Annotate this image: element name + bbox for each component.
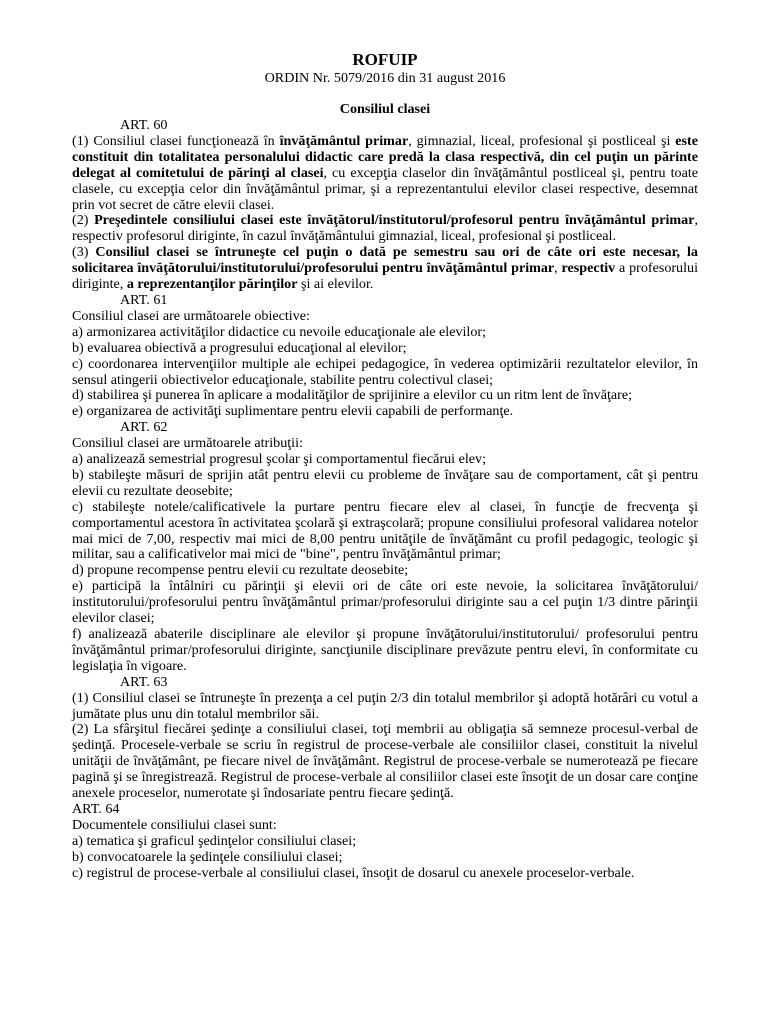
list-item: d) stabilirea şi punerea în aplicare a modalităţilor de sprijinire a elevilor cu un ritm lent de învăţare; — [72, 387, 633, 404]
list-item: c) coordonarea intervenţiilor multiple ale echipei pedagogice, în vederea optimizării rezultatelor elevilor, în sensul atingerii obiectivelor educaţionale, stabilite pentru colectivul clasei; — [72, 355, 698, 388]
art63-paragraph-1: (1) Consiliul clasei se întruneşte în prezenţa a cel puţin 2/3 din totalul membrilor şi adoptă hotărâri cu votul a jumătate plus unu din totalul membrilor săi. — [72, 689, 698, 722]
document-title: ROFUIP — [352, 50, 418, 69]
list-item: b) stabileşte măsuri de sprijin atât pentru elevii cu probleme de învăţare sau de comportament, cât şi pentru elevii cu rezultate deosebite; — [72, 466, 698, 499]
list-item: d) propune recompense pentru elevii cu rezultate deosebite; — [72, 562, 409, 579]
list-item: c) registrul de procese-verbale al consiliului clasei, însoţit de dosarul cu anexele proceselor-verbale. — [72, 864, 635, 881]
art63-heading: ART. 63 — [120, 673, 168, 690]
list-item: c) stabileşte notele/calificativele la purtare pentru fiecare elev al clasei, în funcţie de frecvenţa şi comportamentul acestora în activitatea şcolară şi extraşcolară; propune consiliului profesoral validarea notelor mai mici de 7,00, respectiv mai mici de 8,00 pentru unităţile de învăţământ cu profil pedagogic, teologic şi militar, sau a calificativelor mai mici de "bine", pentru învăţământul primar; — [72, 498, 698, 563]
document-subtitle: ORDIN Nr. 5079/2016 din 31 august 2016 — [264, 70, 506, 86]
document-page — [72, 50, 698, 882]
art63-paragraph-2: (2) La sfârşitul fiecărei şedinţe a consiliului clasei, toţi membrii au obligaţia să semneze procesul-verbal de şedinţă. Procesele-verbale se scriu în registrul de procese-verbale ale consiliilor clasei, constituit la nivelul unităţii de învăţământ, pe fiecare nivel de învăţământ. Registrul de procese-verbale se numerotează pe fiecare pagină şi se înregistrează. Registrul de procese-verbale al consiliilor clasei este însoţit de un dosar care conţine anexele proceselor, numerotate şi îndosariate pentru fiecare şedinţă. — [72, 721, 698, 802]
list-item: a) tematica şi graficul şedinţelor consiliului clasei; — [72, 832, 357, 849]
art60-heading: ART. 60 — [120, 117, 168, 133]
art64-intro: Documentele consiliului clasei sunt: — [72, 816, 277, 833]
list-item: e) organizarea de activităţi suplimentare pentru elevii capabili de performanţe. — [72, 403, 514, 420]
art62-intro: Consiliul clasei are următoarele atribuţii: — [72, 435, 303, 452]
section-title: Consiliul clasei — [339, 101, 431, 117]
list-item: a) analizează semestrial progresul şcolar şi comportamentul fiecărui elev; — [72, 451, 487, 468]
art60-paragraph-3: (3) Consiliul clasei se întruneşte cel puţin o dată pe semestru sau ori de câte ori este necesar, la solicitarea învăţătorului/institutorului/profesorului pentru învăţământul primar, respectiv a profesorului diriginte, a reprezentanţilor părinţilor şi ai elevilor. — [72, 244, 698, 293]
list-item: f) analizează abaterile disciplinare ale elevilor şi propune învăţătorului/institutorului/ profesorului pentru învăţământul primar/profesorului diriginte, sancţiunile disciplinare prevăzute pentru elevi, în conformitate cu legislaţia în vigoare. — [72, 626, 698, 674]
art62-heading: ART. 62 — [120, 419, 168, 436]
art64-heading: ART. 64 — [72, 800, 120, 817]
art61-heading: ART. 61 — [120, 291, 168, 308]
list-item: a) armonizarea activităţilor didactice cu nevoile educaţionale ale elevilor; — [72, 323, 486, 340]
art60-paragraph-1: (1) Consiliul clasei funcţionează în învăţământul primar, gimnazial, liceal, profesional şi postliceal şi este constituit din totalitatea personalului didactic care predă la clasa respectivă, din cel puţin un părinte delegat al comitetului de părinţi al clasei, cu excepţia claselor din învăţământul postliceal şi, pentru toate clasele, cu excepţia celor din învăţământul primar, şi a reprezentantului elevilor clasei respective, desemnat prin vot secret de către elevii clasei. — [72, 132, 698, 213]
list-item: e) participă la întâlniri cu părinţii şi elevii ori de câte ori este nevoie, la solicitarea învăţătorului/ institutorului/profesorului pentru învăţământul primar/profesorului diriginte sau a cel puţin 1/3 dintre părinţii elevilor clasei; — [72, 578, 698, 627]
art61-intro: Consiliul clasei are următoarele obiective: — [72, 307, 310, 324]
list-item: b) evaluarea obiectivă a progresului educaţional al elevilor; — [72, 339, 407, 356]
list-item: b) convocatoarele la şedinţele consiliului clasei; — [72, 848, 343, 865]
art60-paragraph-2: (2) Preşedintele consiliului clasei este învăţătorul/institutorul/profesorul pentru învăţământul primar, respectiv profesorul diriginte, în cazul învăţământului gimnazial, liceal, profesional şi postliceal. — [72, 212, 698, 245]
